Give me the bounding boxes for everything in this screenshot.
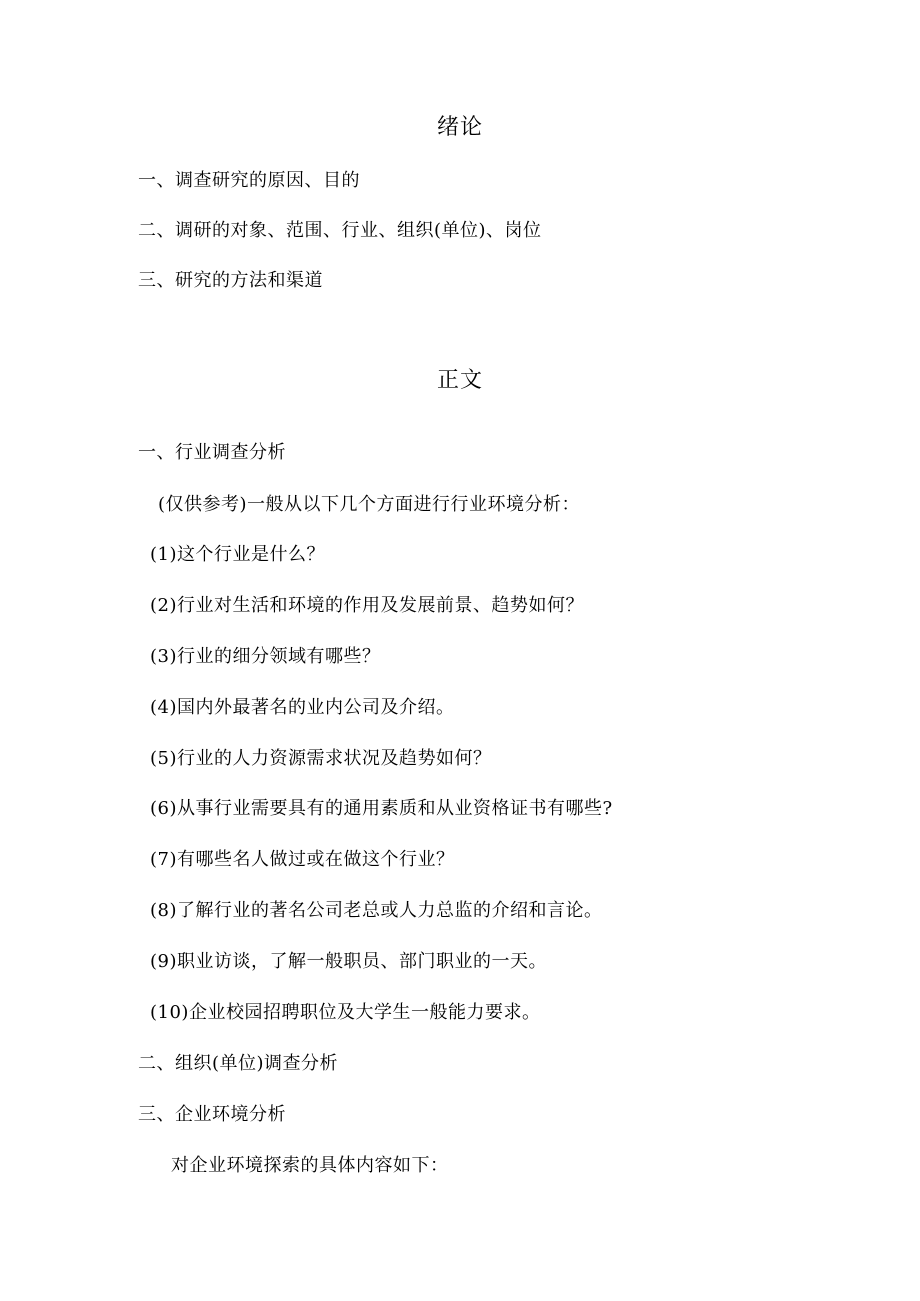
section1-item-1: (1)这个行业是什么？ [150, 544, 325, 565]
section1-note: (仅供参考)一般从以下几个方面进行行业环境分析： [158, 494, 581, 515]
section1-item-4: (4)国内外最著名的业内公司及介绍。 [150, 697, 455, 718]
section1-heading: 一、行业调查分析 [138, 442, 286, 463]
section1-item-8: (8)了解行业的著名公司老总或人力总监的介绍和言论。 [150, 900, 603, 921]
section1-item-7: (7)有哪些名人做过或在做这个行业？ [150, 849, 455, 870]
intro-title: 绪论 [436, 115, 483, 140]
section1-item-2: (2)行业对生活和环境的作用及发展前景、趋势如何？ [150, 595, 584, 616]
section3-text: 对企业环境探索的具体内容如下： [171, 1155, 449, 1176]
section3-heading: 三、企业环境分析 [138, 1104, 286, 1125]
section2-heading: 二、组织(单位)调查分析 [138, 1053, 339, 1074]
intro-item-2: 二、调研的对象、范围、行业、组织(单位)、岗位 [138, 220, 542, 241]
intro-item-1: 一、调查研究的原因、目的 [138, 170, 360, 191]
intro-item-3: 三、研究的方法和渠道 [138, 270, 323, 291]
body-title: 正文 [436, 368, 483, 393]
section1-item-9: (9)职业访谈，了解一般职员、部门职业的一天。 [150, 951, 547, 972]
section1-item-5: (5)行业的人力资源需求状况及趋势如何？ [150, 748, 492, 769]
section1-item-6: (6)从事行业需要具有的通用素质和从业资格证书有哪些? [150, 798, 613, 819]
section1-item-3: (3)行业的细分领域有哪些？ [150, 646, 381, 667]
section1-item-10: (10)企业校园招聘职位及大学生一般能力要求。 [150, 1002, 541, 1023]
